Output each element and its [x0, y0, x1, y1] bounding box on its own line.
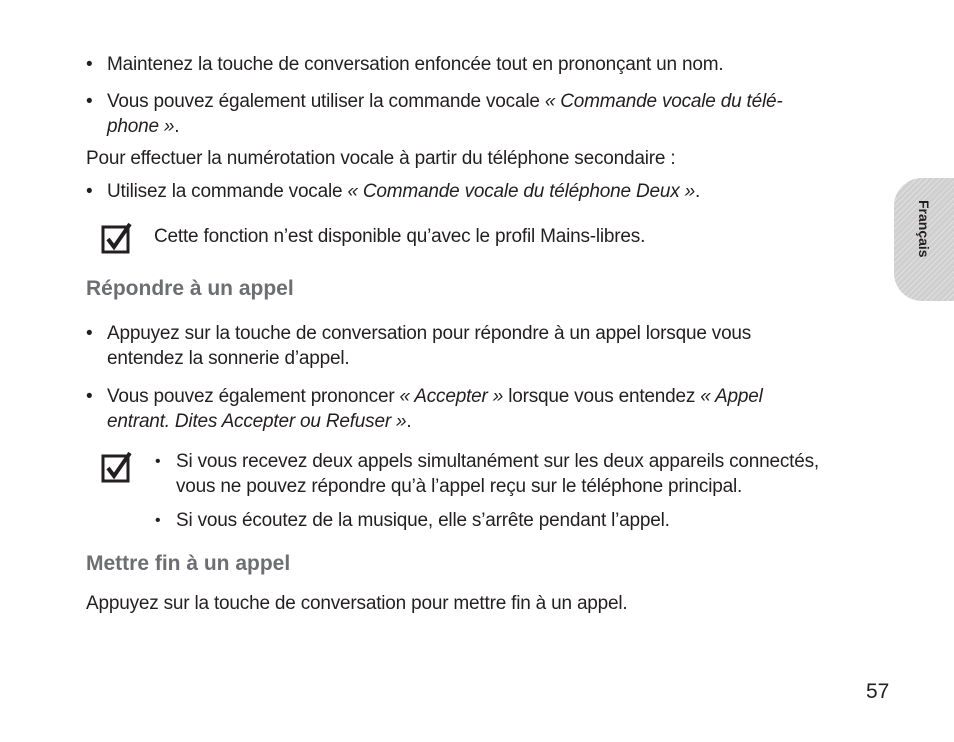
intro-bullet-3: Utilisez la commande vocale « Commande vocale du téléphone Deux ». — [107, 181, 701, 202]
note-two-calls-line-2: vous ne pouvez répondre qu’à l’appel reçu sur le téléphone principal. — [176, 476, 743, 497]
note-check-icon — [101, 451, 133, 483]
section-heading-end-call: Mettre fin à un appel — [86, 552, 291, 575]
bullet-marker: • — [86, 323, 93, 344]
bullet-marker: • — [86, 54, 93, 75]
intro-paragraph: Pour effectuer la numérotation vocale à partir du téléphone secondaire : — [86, 148, 676, 169]
note-music: Si vous écoutez de la musique, elle s’arrête pendant l’appel. — [176, 510, 670, 531]
bullet-marker: • — [155, 512, 161, 529]
language-side-tab-label: Français — [916, 200, 932, 258]
note-two-calls-line-1: Si vous recevez deux appels simultanément sur les deux appareils connectés, — [176, 451, 819, 472]
note-check-icon — [101, 222, 133, 254]
answer-bullet-2-line-1: Vous pouvez également prononcer « Accepter » lorsque vous entendez « Appel — [107, 386, 763, 407]
answer-bullet-1-line-2: entendez la sonnerie d’appel. — [107, 348, 350, 369]
answer-bullet-1-line-1: Appuyez sur la touche de conversation pour répondre à un appel lorsque vous — [107, 323, 752, 344]
answer-bullet-2-line-2: entrant. Dites Accepter ou Refuser ». — [107, 411, 412, 432]
bullet-marker: • — [86, 386, 93, 407]
bullet-marker: • — [86, 181, 93, 202]
section-heading-answer: Répondre à un appel — [86, 277, 294, 300]
intro-bullet-2-line-2: phone ». — [107, 116, 180, 137]
note-profile: Cette fonction n’est disponible qu’avec le profil Mains-libres. — [154, 226, 646, 247]
intro-bullet-2-line-1: Vous pouvez également utiliser la commande vocale « Commande vocale du télé- — [107, 91, 783, 112]
bullet-marker: • — [86, 91, 93, 112]
intro-bullet-1: Maintenez la touche de conversation enfoncée tout en prononçant un nom. — [107, 54, 724, 75]
end-call-paragraph: Appuyez sur la touche de conversation pour mettre fin à un appel. — [86, 593, 628, 614]
bullet-marker: • — [155, 453, 161, 470]
page-number: 57 — [866, 680, 890, 703]
